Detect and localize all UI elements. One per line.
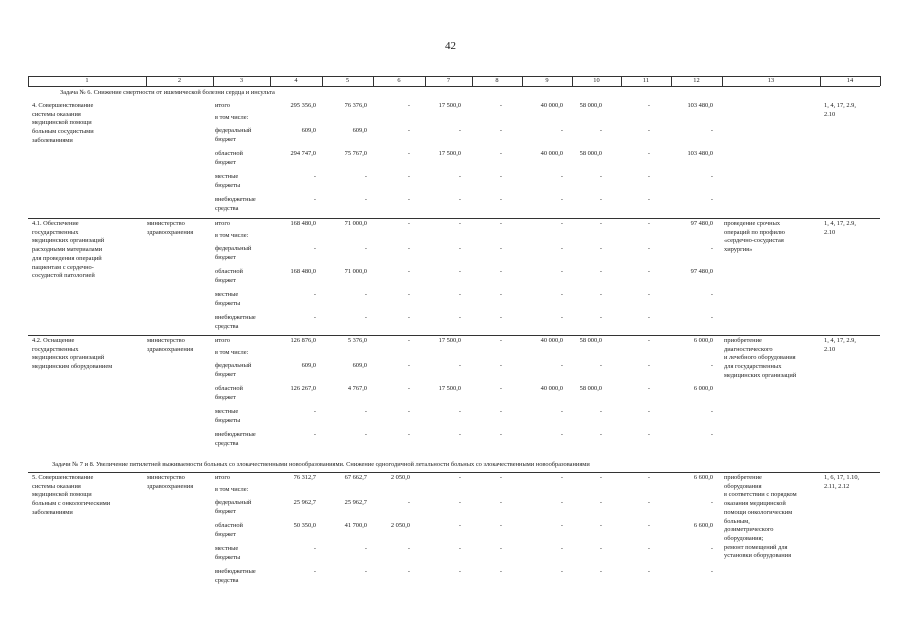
amount-cell: - xyxy=(458,545,461,552)
column-header: 11 xyxy=(642,77,650,84)
task-heading: Задача № 6. Снижение смертности от ишемической болезни сердца и инсульта xyxy=(60,89,275,96)
amount-cell: - xyxy=(499,314,502,321)
amount-cell: - xyxy=(499,385,502,392)
funding-source-label: федеральный бюджет xyxy=(215,245,252,261)
amount-cell: - xyxy=(499,474,502,481)
funding-source-label: областной бюджет xyxy=(215,268,243,284)
amount-cell: 40 000,0 xyxy=(540,385,563,392)
funding-source-label: в том числе: xyxy=(215,232,249,239)
amount-cell: - xyxy=(710,362,713,369)
amount-cell: 126 876,0 xyxy=(290,337,316,344)
amount-cell: - xyxy=(599,408,602,415)
amount-cell: - xyxy=(647,220,650,227)
activity-name: 5. Совершенствование системы оказания медицинской помощи больным с онкологическими заболеваниями xyxy=(32,474,111,516)
amount-cell: - xyxy=(560,196,563,203)
amount-cell: - xyxy=(313,196,316,203)
amount-cell: - xyxy=(313,245,316,252)
expected-result: проведение срочных операций по профилю «сердечно-сосудистая хирургия» xyxy=(724,220,785,254)
amount-cell: - xyxy=(458,568,461,575)
grid-line xyxy=(28,218,880,219)
amount-cell: - xyxy=(499,522,502,529)
amount-cell: - xyxy=(647,314,650,321)
amount-cell: 97 480,0 xyxy=(690,220,713,227)
amount-cell: - xyxy=(499,102,502,109)
amount-cell: - xyxy=(499,127,502,134)
column-header: 5 xyxy=(345,77,350,84)
amount-cell: - xyxy=(458,173,461,180)
amount-cell: - xyxy=(560,522,563,529)
funding-source-label: в том числе: xyxy=(215,114,249,121)
amount-cell: 17 500,0 xyxy=(438,150,461,157)
amount-cell: - xyxy=(647,337,650,344)
funding-source-label: местные бюджеты xyxy=(215,291,241,307)
amount-cell: - xyxy=(458,362,461,369)
funding-source-label: местные бюджеты xyxy=(215,545,241,561)
amount-cell: - xyxy=(599,431,602,438)
amount-cell: - xyxy=(560,431,563,438)
grid-line xyxy=(880,76,881,86)
amount-cell: - xyxy=(407,362,410,369)
amount-cell: - xyxy=(560,568,563,575)
amount-cell: 71 000,0 xyxy=(344,220,367,227)
executor: министерство здравоохранения xyxy=(147,474,194,490)
amount-cell: - xyxy=(499,268,502,275)
grid-line xyxy=(28,86,880,87)
amount-cell: - xyxy=(407,173,410,180)
amount-cell: - xyxy=(560,291,563,298)
amount-cell: 609,0 xyxy=(301,362,316,369)
amount-cell: - xyxy=(458,431,461,438)
funding-source-label: федеральный бюджет xyxy=(215,127,252,143)
amount-cell: - xyxy=(458,314,461,321)
column-header: 1 xyxy=(85,77,89,84)
amount-cell: - xyxy=(599,568,602,575)
amount-cell: - xyxy=(710,245,713,252)
amount-cell: - xyxy=(647,568,650,575)
amount-cell: - xyxy=(710,173,713,180)
amount-cell: 40 000,0 xyxy=(540,337,563,344)
amount-cell: - xyxy=(407,196,410,203)
task-heading: Задачи № 7 и 8. Увеличение пятилетней выживаемости больных со злокачественными новообразованиями. Снижение одногодичной летальности больных со злокачественными новообразованиями xyxy=(52,461,590,468)
amount-cell: 76 312,7 xyxy=(293,474,316,481)
amount-cell: 2 050,0 xyxy=(390,522,410,529)
amount-cell: 5 376,0 xyxy=(347,337,367,344)
amount-cell: 17 500,0 xyxy=(438,102,461,109)
amount-cell: - xyxy=(560,545,563,552)
amount-cell: 6 000,0 xyxy=(693,385,713,392)
amount-cell: - xyxy=(499,362,502,369)
amount-cell: - xyxy=(560,268,563,275)
amount-cell: 17 500,0 xyxy=(438,385,461,392)
amount-cell: - xyxy=(407,102,410,109)
amount-cell: - xyxy=(499,150,502,157)
amount-cell: 75 767,0 xyxy=(344,150,367,157)
expected-result: приобретение диагностического и лечебного оборудования для государственных медицинских организаций xyxy=(724,337,797,379)
amount-cell: - xyxy=(599,362,602,369)
column-header: 6 xyxy=(397,77,401,84)
amount-cell: - xyxy=(499,408,502,415)
amount-cell: - xyxy=(499,173,502,180)
amount-cell: - xyxy=(560,127,563,134)
amount-cell: 41 700,0 xyxy=(344,522,367,529)
amount-cell: - xyxy=(458,291,461,298)
amount-cell: - xyxy=(710,568,713,575)
amount-cell: - xyxy=(647,173,650,180)
column-header: 4 xyxy=(294,77,298,84)
amount-cell: - xyxy=(313,173,316,180)
funding-source-label: итого xyxy=(215,337,230,344)
amount-cell: - xyxy=(599,268,602,275)
amount-cell: - xyxy=(364,431,367,438)
amount-cell: - xyxy=(499,545,502,552)
amount-cell: - xyxy=(458,196,461,203)
amount-cell: - xyxy=(458,499,461,506)
amount-cell: - xyxy=(499,291,502,298)
amount-cell: 295 356,0 xyxy=(290,102,316,109)
amount-cell: - xyxy=(364,173,367,180)
activity-name: 4.2. Оснащение государственных медицинских организаций медицинским оборудованием xyxy=(32,337,113,371)
amount-cell: - xyxy=(560,220,563,227)
amount-cell: - xyxy=(710,431,713,438)
funding-source-label: федеральный бюджет xyxy=(215,362,252,378)
funding-source-label: итого xyxy=(215,102,230,109)
funding-source-label: областной бюджет xyxy=(215,385,243,401)
expected-result: приобретение оборудования в соответствии с порядком оказания медицинской помощи онкологическим больным, дозиметрического оборудования; ремонт помещений для установки оборудования xyxy=(724,474,797,560)
grid-line xyxy=(28,472,880,473)
indicator-refs: 1, 4, 17, 2.9, 2.10 xyxy=(824,220,856,236)
column-header: 3 xyxy=(239,77,244,84)
amount-cell: - xyxy=(647,474,650,481)
amount-cell: - xyxy=(458,474,461,481)
amount-cell: 40 000,0 xyxy=(540,150,563,157)
amount-cell: 609,0 xyxy=(352,362,367,369)
amount-cell: - xyxy=(710,499,713,506)
amount-cell: - xyxy=(407,127,410,134)
amount-cell: 4 767,0 xyxy=(347,385,367,392)
funding-source-label: внебюджетные средства xyxy=(215,568,256,584)
amount-cell: - xyxy=(407,385,410,392)
amount-cell: - xyxy=(599,499,602,506)
column-header: 14 xyxy=(846,77,854,84)
amount-cell: - xyxy=(647,408,650,415)
amount-cell: - xyxy=(499,337,502,344)
amount-cell: - xyxy=(313,314,316,321)
funding-source-label: местные бюджеты xyxy=(215,173,241,189)
amount-cell: 50 350,0 xyxy=(293,522,316,529)
amount-cell: - xyxy=(710,196,713,203)
amount-cell: - xyxy=(313,408,316,415)
amount-cell: - xyxy=(710,314,713,321)
amount-cell: - xyxy=(407,150,410,157)
amount-cell: 17 500,0 xyxy=(438,337,461,344)
amount-cell: - xyxy=(599,474,602,481)
amount-cell: 58 000,0 xyxy=(579,337,602,344)
amount-cell: - xyxy=(499,245,502,252)
indicator-refs: 1, 4, 17, 2.9, 2.10 xyxy=(824,102,856,118)
amount-cell: 58 000,0 xyxy=(579,150,602,157)
executor: министерство здравоохранения xyxy=(147,337,194,353)
amount-cell: 6 000,0 xyxy=(693,337,713,344)
amount-cell: - xyxy=(458,408,461,415)
amount-cell: - xyxy=(560,173,563,180)
amount-cell: - xyxy=(710,127,713,134)
amount-cell: - xyxy=(560,499,563,506)
amount-cell: - xyxy=(364,568,367,575)
amount-cell: - xyxy=(313,568,316,575)
amount-cell: - xyxy=(407,220,410,227)
amount-cell: 168 480,0 xyxy=(290,220,316,227)
funding-source-label: внебюджетные средства xyxy=(215,196,256,212)
amount-cell: - xyxy=(458,220,461,227)
amount-cell: - xyxy=(599,220,602,227)
amount-cell: - xyxy=(458,245,461,252)
amount-cell: 2 050,0 xyxy=(390,474,410,481)
amount-cell: 25 962,7 xyxy=(293,499,316,506)
amount-cell: - xyxy=(458,522,461,529)
amount-cell: 609,0 xyxy=(301,127,316,134)
indicator-refs: 1, 4, 17, 2.9, 2.10 xyxy=(824,337,856,353)
amount-cell: - xyxy=(647,362,650,369)
amount-cell: - xyxy=(710,291,713,298)
funding-source-label: итого xyxy=(215,474,230,481)
amount-cell: - xyxy=(647,291,650,298)
funding-source-label: в том числе: xyxy=(215,486,249,493)
amount-cell: 58 000,0 xyxy=(579,385,602,392)
amount-cell: - xyxy=(364,545,367,552)
column-header: 7 xyxy=(446,77,451,84)
amount-cell: - xyxy=(313,545,316,552)
amount-cell: 40 000,0 xyxy=(540,102,563,109)
funding-source-label: областной бюджет xyxy=(215,150,243,166)
amount-cell: - xyxy=(647,127,650,134)
amount-cell: - xyxy=(647,431,650,438)
amount-cell: - xyxy=(407,337,410,344)
amount-cell: - xyxy=(407,245,410,252)
amount-cell: - xyxy=(499,220,502,227)
column-header: 10 xyxy=(593,77,600,84)
amount-cell: - xyxy=(560,474,563,481)
amount-cell: - xyxy=(560,245,563,252)
amount-cell: - xyxy=(364,291,367,298)
amount-cell: 6 600,0 xyxy=(693,522,713,529)
amount-cell: - xyxy=(407,314,410,321)
funding-source-label: внебюджетные средства xyxy=(215,314,256,330)
amount-cell: - xyxy=(599,127,602,134)
amount-cell: - xyxy=(560,314,563,321)
amount-cell: - xyxy=(599,522,602,529)
amount-cell: - xyxy=(647,522,650,529)
funding-source-label: внебюджетные средства xyxy=(215,431,256,447)
amount-cell: 103 480,0 xyxy=(687,150,713,157)
amount-cell: 103 480,0 xyxy=(687,102,713,109)
funding-source-label: местные бюджеты xyxy=(215,408,241,424)
amount-cell: - xyxy=(647,385,650,392)
amount-cell: - xyxy=(407,499,410,506)
amount-cell: - xyxy=(499,568,502,575)
amount-cell: - xyxy=(647,245,650,252)
amount-cell: - xyxy=(364,245,367,252)
funding-source-label: областной бюджет xyxy=(215,522,243,538)
grid-line xyxy=(28,335,880,336)
amount-cell: 67 662,7 xyxy=(344,474,367,481)
funding-source-label: итого xyxy=(215,220,230,227)
amount-cell: - xyxy=(599,314,602,321)
amount-cell: - xyxy=(599,245,602,252)
amount-cell: - xyxy=(407,291,410,298)
column-header: 8 xyxy=(495,77,499,84)
amount-cell: - xyxy=(407,568,410,575)
indicator-refs: 1, 6, 17, 1.10, 2.11, 2.12 xyxy=(824,474,860,490)
amount-cell: - xyxy=(710,408,713,415)
amount-cell: - xyxy=(407,268,410,275)
amount-cell: - xyxy=(647,150,650,157)
amount-cell: - xyxy=(499,499,502,506)
amount-cell: - xyxy=(560,408,563,415)
amount-cell: - xyxy=(560,362,563,369)
amount-cell: - xyxy=(458,127,461,134)
amount-cell: - xyxy=(313,291,316,298)
amount-cell: - xyxy=(647,196,650,203)
activity-name: 4. Совершенствование системы оказания медицинской помощи больным сосудистыми заболеваниями xyxy=(32,102,94,144)
amount-cell: - xyxy=(458,268,461,275)
amount-cell: 168 480,0 xyxy=(290,268,316,275)
amount-cell: - xyxy=(599,545,602,552)
amount-cell: - xyxy=(599,173,602,180)
column-header: 9 xyxy=(545,77,549,84)
amount-cell: 58 000,0 xyxy=(579,102,602,109)
amount-cell: - xyxy=(647,102,650,109)
amount-cell: - xyxy=(710,545,713,552)
amount-cell: 97 480,0 xyxy=(690,268,713,275)
funding-source-label: федеральный бюджет xyxy=(215,499,252,515)
amount-cell: - xyxy=(599,291,602,298)
amount-cell: - xyxy=(364,196,367,203)
funding-source-label: в том числе: xyxy=(215,349,249,356)
amount-cell: - xyxy=(647,268,650,275)
amount-cell: - xyxy=(499,431,502,438)
column-header: 12 xyxy=(693,77,700,84)
activity-name: 4.1. Обеспечение государственных медицинских организаций расходными материалами для проведения операций пациентам с сердечно- сосудистой патологией xyxy=(32,220,105,280)
amount-cell: 71 000,0 xyxy=(344,268,367,275)
amount-cell: - xyxy=(499,196,502,203)
column-header: 13 xyxy=(767,77,775,84)
amount-cell: - xyxy=(647,545,650,552)
amount-cell: 294 747,0 xyxy=(290,150,316,157)
amount-cell: 76 376,0 xyxy=(344,102,367,109)
amount-cell: - xyxy=(407,545,410,552)
amount-cell: 25 962,7 xyxy=(344,499,367,506)
amount-cell: - xyxy=(364,408,367,415)
column-header: 2 xyxy=(177,77,182,84)
amount-cell: - xyxy=(407,408,410,415)
amount-cell: 609,0 xyxy=(352,127,367,134)
executor: министерство здравоохранения xyxy=(147,220,194,236)
amount-cell: - xyxy=(407,431,410,438)
amount-cell: - xyxy=(647,499,650,506)
amount-cell: - xyxy=(313,431,316,438)
amount-cell: 6 600,0 xyxy=(693,474,713,481)
amount-cell: - xyxy=(599,196,602,203)
page-number: 42 xyxy=(445,40,456,52)
amount-cell: - xyxy=(364,314,367,321)
amount-cell: 126 267,0 xyxy=(290,385,316,392)
